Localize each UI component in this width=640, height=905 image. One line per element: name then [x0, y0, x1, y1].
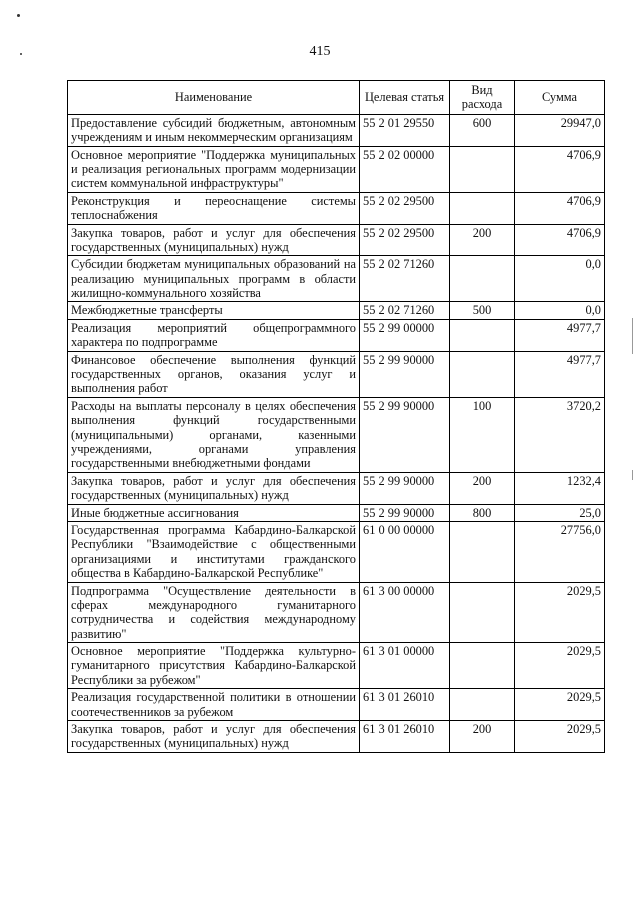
cell-target-article: 61 0 00 00000	[360, 521, 450, 582]
cell-target-article: 61 3 00 00000	[360, 582, 450, 643]
cell-sum: 0,0	[515, 256, 605, 302]
cell-name: Реконструкция и переоснащение системы теплоснабжения	[68, 192, 360, 224]
cell-name: Основное мероприятие "Поддержка культурно-гуманитарного присутствия Кабардино-Балкарской Республики за рубежом"	[68, 643, 360, 689]
header-target-article: Целевая статья	[360, 81, 450, 115]
header-name: Наименование	[68, 81, 360, 115]
cell-expense-type: 200	[450, 721, 515, 753]
table-body	[68, 114, 605, 752]
table-row	[68, 224, 605, 256]
cell-expense-type: 600	[450, 114, 515, 146]
cell-expense-type: 200	[450, 224, 515, 256]
cell-target-article: 55 2 02 71260	[360, 256, 450, 302]
cell-sum: 29947,0	[515, 114, 605, 146]
table-row	[68, 256, 605, 302]
table-row	[68, 351, 605, 397]
table-row	[68, 472, 605, 504]
table-header-row	[68, 81, 605, 115]
scan-speck	[17, 14, 20, 17]
cell-sum: 2029,5	[515, 689, 605, 721]
cell-name: Финансовое обеспечение выполнения функций государственных органов, оказания услуг и выполнения работ	[68, 351, 360, 397]
cell-sum: 2029,5	[515, 643, 605, 689]
cell-name: Субсидии бюджетам муниципальных образований на реализацию муниципальных программ в области жилищно-коммунального хозяйства	[68, 256, 360, 302]
cell-sum: 1232,4	[515, 472, 605, 504]
table-row	[68, 643, 605, 689]
scan-edge-mark	[632, 470, 633, 480]
cell-sum: 2029,5	[515, 721, 605, 753]
cell-expense-type	[450, 319, 515, 351]
cell-expense-type: 200	[450, 472, 515, 504]
cell-target-article: 55 2 02 29500	[360, 224, 450, 256]
table-row	[68, 302, 605, 319]
cell-target-article: 61 3 01 26010	[360, 689, 450, 721]
cell-expense-type: 800	[450, 504, 515, 521]
scan-edge-mark	[632, 318, 633, 354]
cell-target-article: 61 3 01 00000	[360, 643, 450, 689]
table-row	[68, 114, 605, 146]
cell-name: Государственная программа Кабардино-Балкарской Республики "Взаимодействие с общественными организациями и институтами гражданского общества в Кабардино-Балкарской Республике"	[68, 521, 360, 582]
cell-name: Предоставление субсидий бюджетным, автономным учреждениям и иным некоммерческим организациям	[68, 114, 360, 146]
page-number: 415	[309, 44, 331, 59]
header-sum: Сумма	[515, 81, 605, 115]
cell-name: Реализация государственной политики в отношении соотечественников за рубежом	[68, 689, 360, 721]
cell-target-article: 55 2 02 29500	[360, 192, 450, 224]
cell-name: Закупка товаров, работ и услуг для обеспечения государственных (муниципальных) нужд	[68, 224, 360, 256]
table-row	[68, 504, 605, 521]
cell-target-article: 55 2 99 90000	[360, 504, 450, 521]
cell-expense-type	[450, 521, 515, 582]
cell-sum: 2029,5	[515, 582, 605, 643]
table-row	[68, 521, 605, 582]
cell-sum: 0,0	[515, 302, 605, 319]
cell-expense-type: 500	[450, 302, 515, 319]
cell-sum: 4977,7	[515, 319, 605, 351]
cell-expense-type	[450, 256, 515, 302]
cell-expense-type: 100	[450, 397, 515, 472]
cell-target-article: 55 2 01 29550	[360, 114, 450, 146]
cell-sum: 27756,0	[515, 521, 605, 582]
cell-target-article: 55 2 02 00000	[360, 146, 450, 192]
cell-expense-type	[450, 351, 515, 397]
cell-sum: 4706,9	[515, 192, 605, 224]
cell-target-article: 55 2 99 90000	[360, 351, 450, 397]
cell-name: Расходы на выплаты персоналу в целях обеспечения выполнения функций государственными (муниципальными) органами, казенными учреждениями, органами управления государственными внебюджетными фондами	[68, 397, 360, 472]
cell-expense-type	[450, 689, 515, 721]
cell-target-article: 55 2 99 90000	[360, 397, 450, 472]
cell-name: Подпрограмма "Осуществление деятельности в сферах международного гуманитарного сотрудничества и содействия международному развитию"	[68, 582, 360, 643]
cell-target-article: 55 2 02 71260	[360, 302, 450, 319]
cell-sum: 4977,7	[515, 351, 605, 397]
header-expense-type: Вид расхода	[450, 81, 515, 115]
cell-expense-type	[450, 146, 515, 192]
cell-sum: 25,0	[515, 504, 605, 521]
table-row	[68, 397, 605, 472]
cell-name: Основное мероприятие "Поддержка муниципальных и реализация региональных программ модернизации систем коммунальной инфраструктуры"	[68, 146, 360, 192]
cell-sum: 3720,2	[515, 397, 605, 472]
cell-name: Закупка товаров, работ и услуг для обеспечения государственных (муниципальных) нужд	[68, 472, 360, 504]
table-row	[68, 582, 605, 643]
cell-sum: 4706,9	[515, 224, 605, 256]
cell-name: Реализация мероприятий общепрограммного характера по подпрограмме	[68, 319, 360, 351]
budget-table	[67, 80, 605, 753]
table-row	[68, 689, 605, 721]
table-row	[68, 146, 605, 192]
cell-sum: 4706,9	[515, 146, 605, 192]
cell-name: Иные бюджетные ассигнования	[68, 504, 360, 521]
cell-name: Межбюджетные трансферты	[68, 302, 360, 319]
cell-expense-type	[450, 643, 515, 689]
cell-target-article: 61 3 01 26010	[360, 721, 450, 753]
cell-expense-type	[450, 192, 515, 224]
table-row	[68, 192, 605, 224]
table-row	[68, 319, 605, 351]
cell-target-article: 55 2 99 90000	[360, 472, 450, 504]
table-row	[68, 721, 605, 753]
cell-expense-type	[450, 582, 515, 643]
cell-target-article: 55 2 99 00000	[360, 319, 450, 351]
cell-name: Закупка товаров, работ и услуг для обеспечения государственных (муниципальных) нужд	[68, 721, 360, 753]
